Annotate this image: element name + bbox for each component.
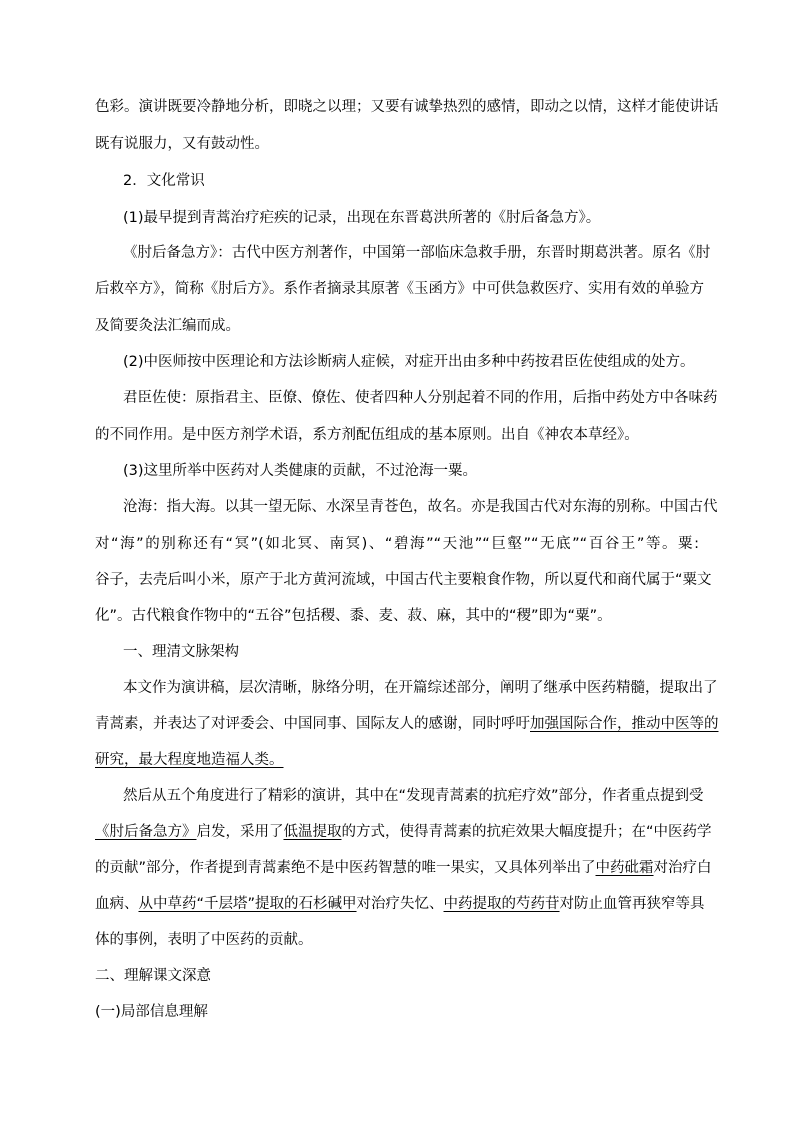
- paragraph-line: 然后从五个角度进行了精彩的演讲，其中在“发现青蒿素的抗疟疗效”部分，作者重点提到受: [123, 788, 704, 804]
- paragraph-line: [0, 747, 794, 773]
- text-segment: 血病、: [95, 896, 139, 912]
- paragraph-line: 及简要灸法汇编而成。: [95, 318, 240, 334]
- paragraph-line: [0, 819, 794, 845]
- section-heading: 一、理清文脉架构: [123, 644, 239, 660]
- paragraph-line: 的不同作用。是中医方剂学术语，系方剂配伍组成的基本原则。出自《神农本草经》。: [95, 427, 639, 443]
- text-segment: 启发，采用了: [196, 824, 284, 840]
- text-segment: 对治疗失忆、: [356, 896, 444, 912]
- text-segment: 对防止血管再狭窄等具: [559, 896, 705, 912]
- paragraph-line: (3)这里所举中医药对人类健康的贡献，不过沧海一粟。: [123, 463, 478, 479]
- underlined-text: 中药提取的芍药苷: [443, 896, 560, 912]
- text-segment: 的方式，使得青蒿素的抗疟效果大幅度提升；在“中医药学: [341, 824, 712, 840]
- underlined-text: 加强国际合作，推动中医等的: [530, 716, 719, 732]
- paragraph-line: 体的事例，表明了中医药的贡献。: [95, 932, 313, 948]
- paragraph-line: 对“海”的别称还有“冥”(如北冥、南冥)、“碧海”“天池”“巨壑”“无底”“百谷王”等。粟:: [95, 536, 699, 552]
- underlined-text: 低温提取: [283, 824, 342, 840]
- section-heading: (一)局部信息理解: [95, 1004, 208, 1020]
- paragraph-line: [0, 891, 794, 917]
- underlined-text: 中药砒霜: [595, 860, 654, 876]
- underlined-text: 从中草药“千层塔”提取的石杉碱甲: [138, 896, 357, 912]
- paragraph-line: 沧海：指大海。以其一望无际、水深呈青苍色，故名。亦是我国古代对东海的别称。中国古代: [123, 499, 718, 515]
- paragraph-line: (1)最早提到青蒿治疗疟疾的记录，出现在东晋葛洪所著的《肘后备急方》。: [123, 210, 601, 226]
- paragraph-line: [0, 711, 794, 737]
- paragraph-line: 本文作为演讲稿，层次清晰，脉络分明，在开篇综述部分，阐明了继承中医药精髓，提取出了: [123, 680, 718, 696]
- paragraph-line: 化”。古代粮食作物中的“五谷”包括稷、黍、麦、菽、麻，其中的“稷”即为“粟”。: [95, 608, 612, 624]
- underlined-text: 《肘后备急方》: [95, 824, 197, 840]
- text-segment: 青蒿素，并表达了对评委会、中国同事、国际友人的感谢，同时呼吁: [95, 716, 530, 732]
- text-segment: 的贡献”部分，作者提到青蒿素绝不是中医药智慧的唯一果实，又具体列举出了: [95, 860, 596, 876]
- paragraph-line: 既有说服力，又有鼓动性。: [95, 136, 269, 152]
- paragraph-line: 谷子，去壳后叫小米，原产于北方黄河流域，中国古代主要粮食作物，所以夏代和商代属于“粟文: [95, 572, 712, 588]
- paragraph-line: (2)中医师按中医理论和方法诊断病人症候，对症开出由多种中药按君臣佐使组成的处方。: [123, 354, 695, 370]
- text-segment: 对治疗白: [653, 860, 712, 876]
- section-heading: 2．文化常识: [123, 173, 205, 189]
- paragraph-line: 色彩。演讲既要冷静地分析，即晓之以理；又要有诚挚热烈的感情，即动之以情，这样才能使讲话: [95, 99, 719, 115]
- paragraph-line: [0, 855, 794, 881]
- section-heading: 二、理解课文深意: [95, 968, 211, 984]
- paragraph-line: 《肘后备急方》：古代中医方剂著作，中国第一部临床急救手册，东晋时期葛洪著。原名《肘: [123, 245, 711, 261]
- paragraph-line: 君臣佐使：原指君主、臣僚、僚佐、使者四种人分别起着不同的作用，后指中药处方中各味药: [123, 390, 718, 406]
- paragraph-line: 后救卒方》，简称《肘后方》。系作者摘录其原著《玉函方》中可供急救医疗、实用有效的单验方: [95, 281, 704, 297]
- underlined-text: 研究，最大程度地造福人类。: [95, 752, 284, 768]
